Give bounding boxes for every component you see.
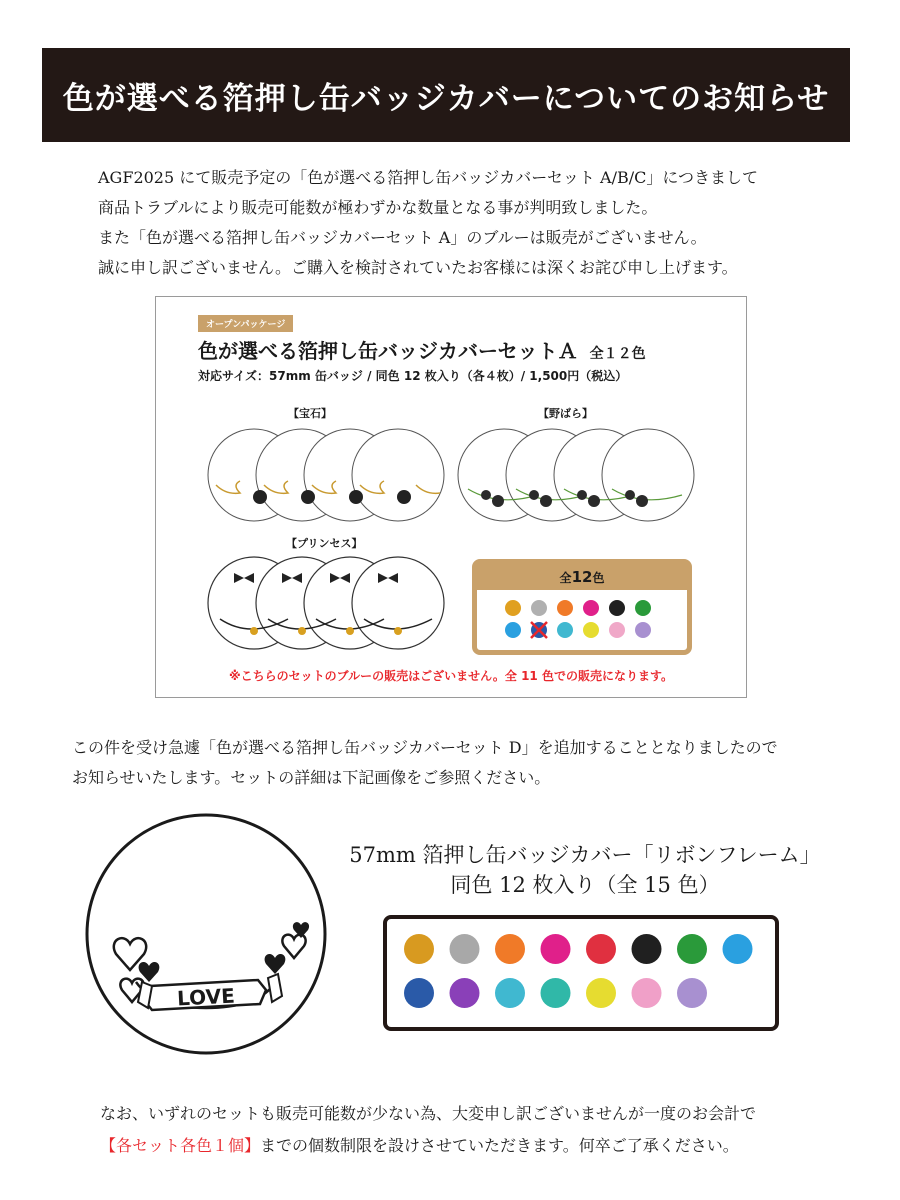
color-swatch bbox=[677, 934, 707, 964]
set-d-color-swatches bbox=[387, 919, 775, 1027]
intro-line: AGF2025 にて販売予定の「色が選べる箔押し缶バッジカバーセット A/B/C」につきまして bbox=[98, 168, 759, 187]
color-swatch bbox=[635, 600, 651, 616]
title-banner bbox=[42, 48, 850, 142]
limit-highlight: 【各セット各色１個】 bbox=[100, 1136, 261, 1155]
jewel-frame-illustration bbox=[206, 427, 446, 523]
color-swatch bbox=[723, 934, 753, 964]
color-swatch bbox=[531, 600, 547, 616]
color-swatch bbox=[404, 934, 434, 964]
limit-line2 bbox=[100, 1130, 860, 1162]
color-swatch bbox=[450, 934, 480, 964]
intro-line: 誠に申し訳ございません。ご購入を検討されていたお客様には深くお詫び申し上げます。 bbox=[98, 258, 738, 277]
set-a-blue-notice: ※こちらのセットのブルーの販売はございません。全 11 色での販売になります。 bbox=[228, 669, 673, 683]
princess-frame-illustration bbox=[206, 555, 446, 651]
color-swatch bbox=[557, 622, 573, 638]
color-swatch bbox=[505, 622, 521, 638]
set-a-color-chart-header bbox=[477, 564, 687, 590]
color-swatch bbox=[635, 622, 651, 638]
color-swatch bbox=[609, 600, 625, 616]
color-swatch bbox=[632, 978, 662, 1008]
announcement-line: お知らせいたします。セットの詳細は下記画像をご参照ください。 bbox=[72, 768, 551, 787]
color-chart-suffix: 色 bbox=[592, 571, 605, 585]
color-swatch bbox=[495, 978, 525, 1008]
open-package-tag: オープンパッケージ bbox=[198, 315, 293, 332]
set-d-title-line1: 57mm 箔押し缶バッジカバー「リボンフレーム」 bbox=[349, 843, 821, 867]
group-label-princess: 【プリンセス】 bbox=[286, 537, 363, 550]
color-swatch bbox=[505, 600, 521, 616]
color-swatch bbox=[586, 978, 616, 1008]
rose-frame-illustration bbox=[456, 427, 696, 523]
set-a-color-chart bbox=[472, 559, 692, 655]
group-label-rose: 【野ばら】 bbox=[538, 407, 593, 420]
intro-text bbox=[98, 163, 818, 283]
set-a-name: 色が選べる箔押し缶バッジカバーセットＡ bbox=[198, 339, 578, 363]
set-d-color-chart bbox=[383, 915, 779, 1031]
color-swatch bbox=[557, 600, 573, 616]
set-a-title bbox=[198, 335, 646, 364]
intro-line: 商品トラブルにより販売可能数が極わずかな数量となる事が判明致しました。 bbox=[98, 198, 658, 217]
color-swatch bbox=[609, 622, 625, 638]
limit-line2-rest: までの個数制限を設けさせていただきます。何卒ご了承ください。 bbox=[260, 1136, 739, 1155]
set-d-announcement bbox=[72, 733, 852, 793]
color-swatch bbox=[404, 978, 434, 1008]
set-a-spec: 対応サイズ：57mm 缶バッジ / 同色 12 枚入り（各４枚）/ 1,500円（税込） bbox=[198, 369, 628, 383]
group-label-jewel: 【宝石】 bbox=[288, 407, 332, 420]
color-swatch bbox=[541, 934, 571, 964]
color-chart-number: 12 bbox=[571, 568, 593, 586]
page-title: 色が選べる箔押し缶バッジカバーについてのお知らせ bbox=[62, 80, 830, 117]
intro-line: また「色が選べる箔押し缶バッジカバーセット A」のブルーは販売がございません。 bbox=[98, 228, 707, 247]
set-a-product-image bbox=[155, 296, 747, 698]
announcement-line: この件を受け急遽「色が選べる箔押し缶バッジカバーセット D」を追加することとなりましたので bbox=[72, 738, 778, 757]
purchase-limit-notice bbox=[100, 1098, 860, 1162]
set-a-color-swatches bbox=[503, 598, 663, 642]
color-swatch bbox=[541, 978, 571, 1008]
set-d-title bbox=[340, 840, 830, 900]
color-swatch bbox=[583, 600, 599, 616]
color-chart-prefix: 全 bbox=[559, 571, 572, 585]
set-d-title-line2: 同色 12 枚入り（全 15 色） bbox=[450, 873, 720, 897]
ribbon-frame-illustration bbox=[84, 812, 328, 1056]
love-ribbon-text: LOVE bbox=[176, 983, 236, 1011]
color-swatch bbox=[495, 934, 525, 964]
color-swatch bbox=[632, 934, 662, 964]
limit-line1: なお、いずれのセットも販売可能数が少ない為、大変申し訳ございませんが一度のお会計で bbox=[100, 1104, 757, 1123]
color-swatch bbox=[677, 978, 707, 1008]
color-swatch bbox=[586, 934, 616, 964]
set-a-count: 全１２色 bbox=[589, 346, 646, 362]
color-swatch bbox=[450, 978, 480, 1008]
color-swatch bbox=[583, 622, 599, 638]
